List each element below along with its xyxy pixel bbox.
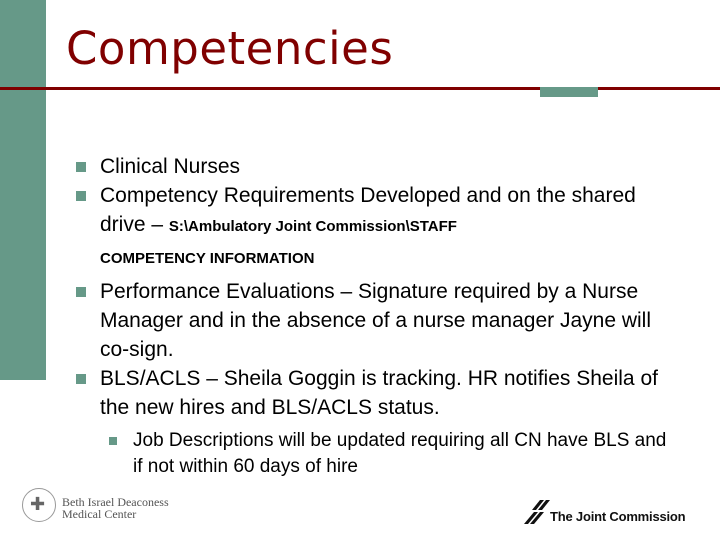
bullet-square-icon — [76, 162, 86, 172]
joint-commission-logo — [524, 494, 704, 526]
joint-commission-mark-icon — [524, 494, 550, 524]
bidmc-seal-icon: ✚ — [22, 488, 56, 522]
sub-bullet-item — [109, 428, 676, 480]
bullet-square-icon — [76, 191, 86, 201]
bullet-text: Performance Evaluations – Signature required by a Nurse Manager and in the absence of a nurse manager Jayne will co-sign. — [100, 280, 652, 361]
left-accent-bar — [0, 0, 46, 380]
bullet-item — [76, 277, 676, 364]
joint-commission-name: The Joint Commission — [550, 509, 686, 524]
bullet-square-icon — [76, 374, 86, 384]
bullet-item — [76, 364, 676, 422]
bullet-list — [76, 152, 676, 480]
bullet-item — [76, 152, 676, 181]
accent-block — [540, 87, 598, 97]
bullet-item — [76, 181, 676, 277]
bidmc-name-line1: Beth Israel Deaconess — [62, 495, 169, 509]
bidmc-logo-text — [62, 496, 169, 520]
bidmc-logo — [22, 488, 222, 526]
sub-bullet-text: Job Descriptions will be updated requiring all CN have BLS and if not within 60 days of hire — [133, 430, 667, 477]
bidmc-name-line2: Medical Center — [62, 507, 137, 521]
bullet-text: Clinical Nurses — [100, 155, 241, 178]
bullet-square-icon — [76, 287, 86, 297]
bullet-text: BLS/ACLS – Sheila Goggin is tracking. HR notifies Sheila of the new hires and BLS/ACLS status. — [100, 367, 658, 419]
shared-drive-path-continued: COMPETENCY INFORMATION — [100, 250, 315, 267]
bullet-square-icon — [109, 437, 117, 445]
shared-drive-path: S:\Ambulatory Joint Commission\STAFF — [168, 218, 457, 235]
title-divider — [0, 87, 720, 90]
bullet-text: Competency Requirements Developed and on the shared drive – — [100, 184, 636, 236]
slide-title: Competencies — [66, 22, 394, 75]
